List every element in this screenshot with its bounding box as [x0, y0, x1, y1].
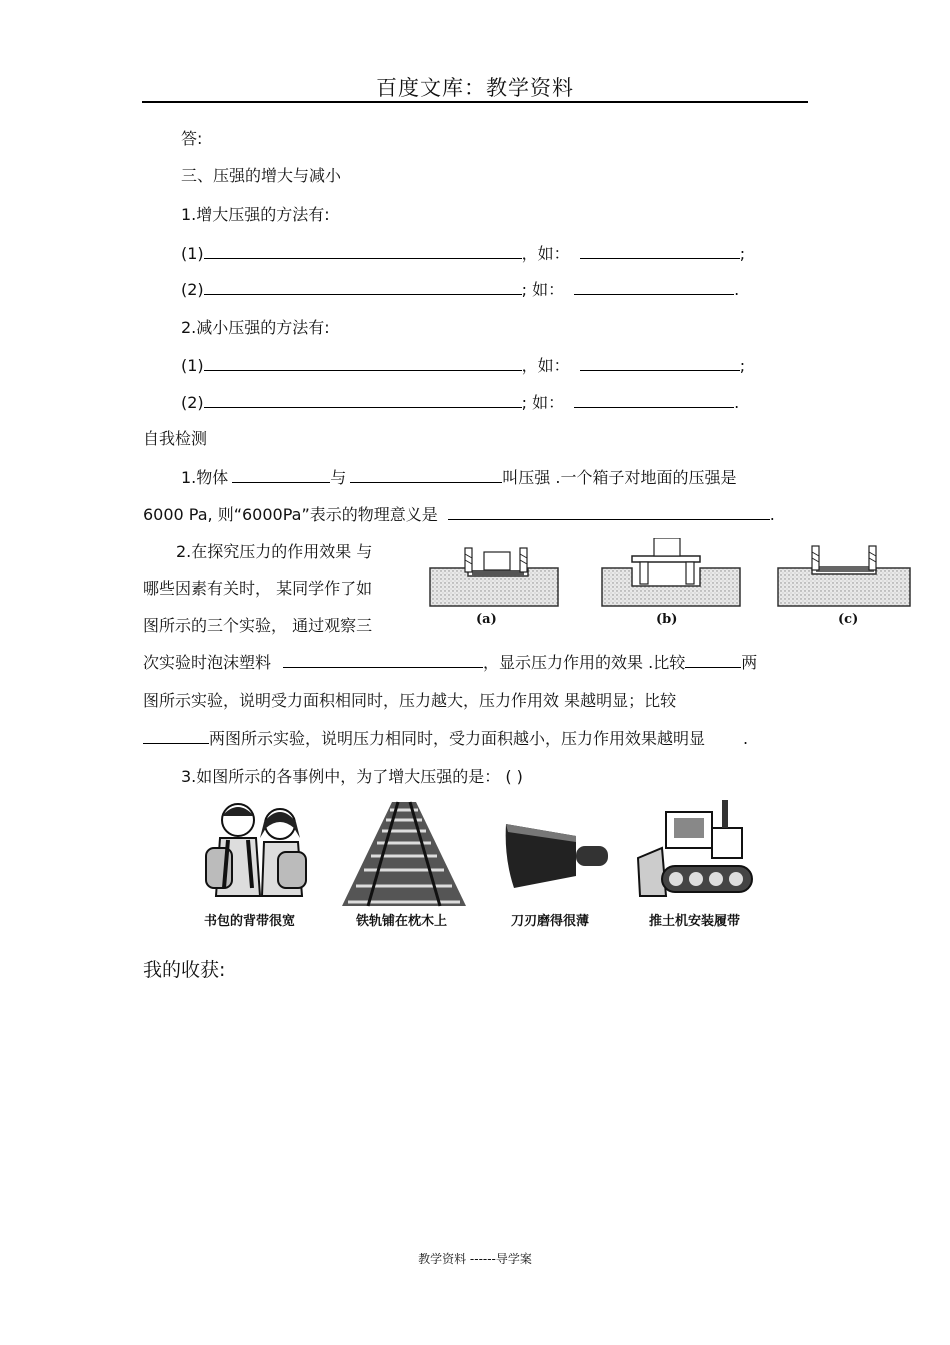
fill-blank[interactable]: [350, 468, 502, 483]
item-number: (2): [181, 393, 204, 412]
fill-blank[interactable]: [204, 244, 522, 259]
fill-blank[interactable]: [574, 393, 734, 408]
answer-label: 答:: [181, 129, 203, 148]
increase-item-2: [181, 277, 739, 300]
item-sep: ，如：: [521, 356, 570, 375]
q2-line3: 图所示的三个实验， 通过观察三: [143, 616, 373, 635]
figure-label-b: (b): [656, 612, 678, 627]
knife-picture: [500, 818, 610, 894]
item-sep: ，如：: [521, 244, 570, 263]
q1-text-b: 与: [330, 468, 347, 487]
fill-blank[interactable]: [143, 729, 209, 744]
q1-line2: [143, 502, 775, 525]
q2-line4: [143, 650, 757, 673]
figure-a: [430, 548, 558, 606]
q2-end: .: [743, 729, 749, 748]
item-sep: ; 如：: [521, 280, 565, 299]
item-end: .: [734, 280, 740, 299]
section3-title: 三、压强的增大与减小: [181, 166, 342, 185]
decrease-item-1: [181, 353, 745, 376]
bulldozer-picture: [636, 798, 756, 908]
caption-backpack: 书包的背带很宽: [204, 914, 296, 929]
backpack-picture: [198, 798, 318, 908]
q2-line1: 2.在探究压力的作用效果 与: [176, 542, 373, 561]
figure-label-a: (a): [476, 612, 497, 627]
item-end: .: [734, 393, 740, 412]
item-number: (1): [181, 356, 204, 375]
item-number: (2): [181, 280, 204, 299]
q2-line2: 哪些因素有关时， 某同学作了如: [143, 579, 373, 598]
decrease-heading: 2.减小压强的方法有:: [181, 318, 330, 337]
fill-blank[interactable]: [232, 468, 330, 483]
q1-text-d: 6000 Pa, 则“6000Pa”表示的物理意义是: [143, 505, 438, 524]
header-rule: [142, 101, 808, 103]
railway-picture: [340, 800, 468, 908]
item-sep: ; 如：: [521, 393, 565, 412]
caption-bulldozer: 推土机安装履带: [649, 914, 741, 929]
q2-text-d: 两图所示实验，说明压力相同时，受力面积越小，压力作用效果越明显: [209, 729, 706, 748]
q2-text-a: 次实验时泡沫塑料: [143, 653, 272, 672]
fill-blank[interactable]: [204, 356, 522, 371]
increase-item-1: [181, 241, 745, 264]
page-header-title: 百度文库：教学资料: [376, 76, 574, 100]
fill-blank[interactable]: [580, 356, 740, 371]
increase-heading: 1.增大压强的方法有:: [181, 205, 330, 224]
fill-blank[interactable]: [204, 280, 522, 295]
caption-railway: 铁轨铺在枕木上: [356, 914, 448, 929]
q2-text-c: 两: [741, 653, 758, 672]
q2-line6: [143, 726, 748, 749]
fill-blank[interactable]: [204, 393, 522, 408]
q3-text: 3.如图所示的各事例中，为了增大压强的是： ( ): [181, 767, 523, 786]
q1-line1: [181, 465, 736, 488]
q1-text-c: 叫压强 .一个箱子对地面的压强是: [502, 468, 737, 487]
q1-text-a: 1.物体: [181, 468, 229, 487]
item-end: ;: [739, 356, 746, 375]
fill-blank[interactable]: [574, 280, 734, 295]
q2-text-b: ，显示压力作用的效果 .比较: [483, 653, 686, 672]
fill-blank[interactable]: [448, 505, 770, 520]
fill-blank[interactable]: [685, 653, 741, 668]
figure-c: [778, 546, 910, 606]
fill-blank[interactable]: [283, 653, 483, 668]
figure-label-c: (c): [838, 612, 859, 627]
item-end: ;: [739, 244, 746, 263]
figure-b: [602, 538, 740, 606]
item-number: (1): [181, 244, 204, 263]
caption-knife: 刀刃磨得很薄: [511, 914, 590, 929]
fill-blank[interactable]: [580, 244, 740, 259]
harvest-heading: 我的收获:: [143, 959, 226, 981]
self-test-title: 自我检测: [143, 429, 208, 448]
page-footer: 教学资料 ------导学案: [418, 1252, 532, 1266]
q2-line5: 图所示实验，说明受力面积相同时，压力越大，压力作用效 果越明显；比较: [143, 691, 677, 710]
q1-end: .: [769, 505, 775, 524]
decrease-item-2: [181, 390, 739, 413]
